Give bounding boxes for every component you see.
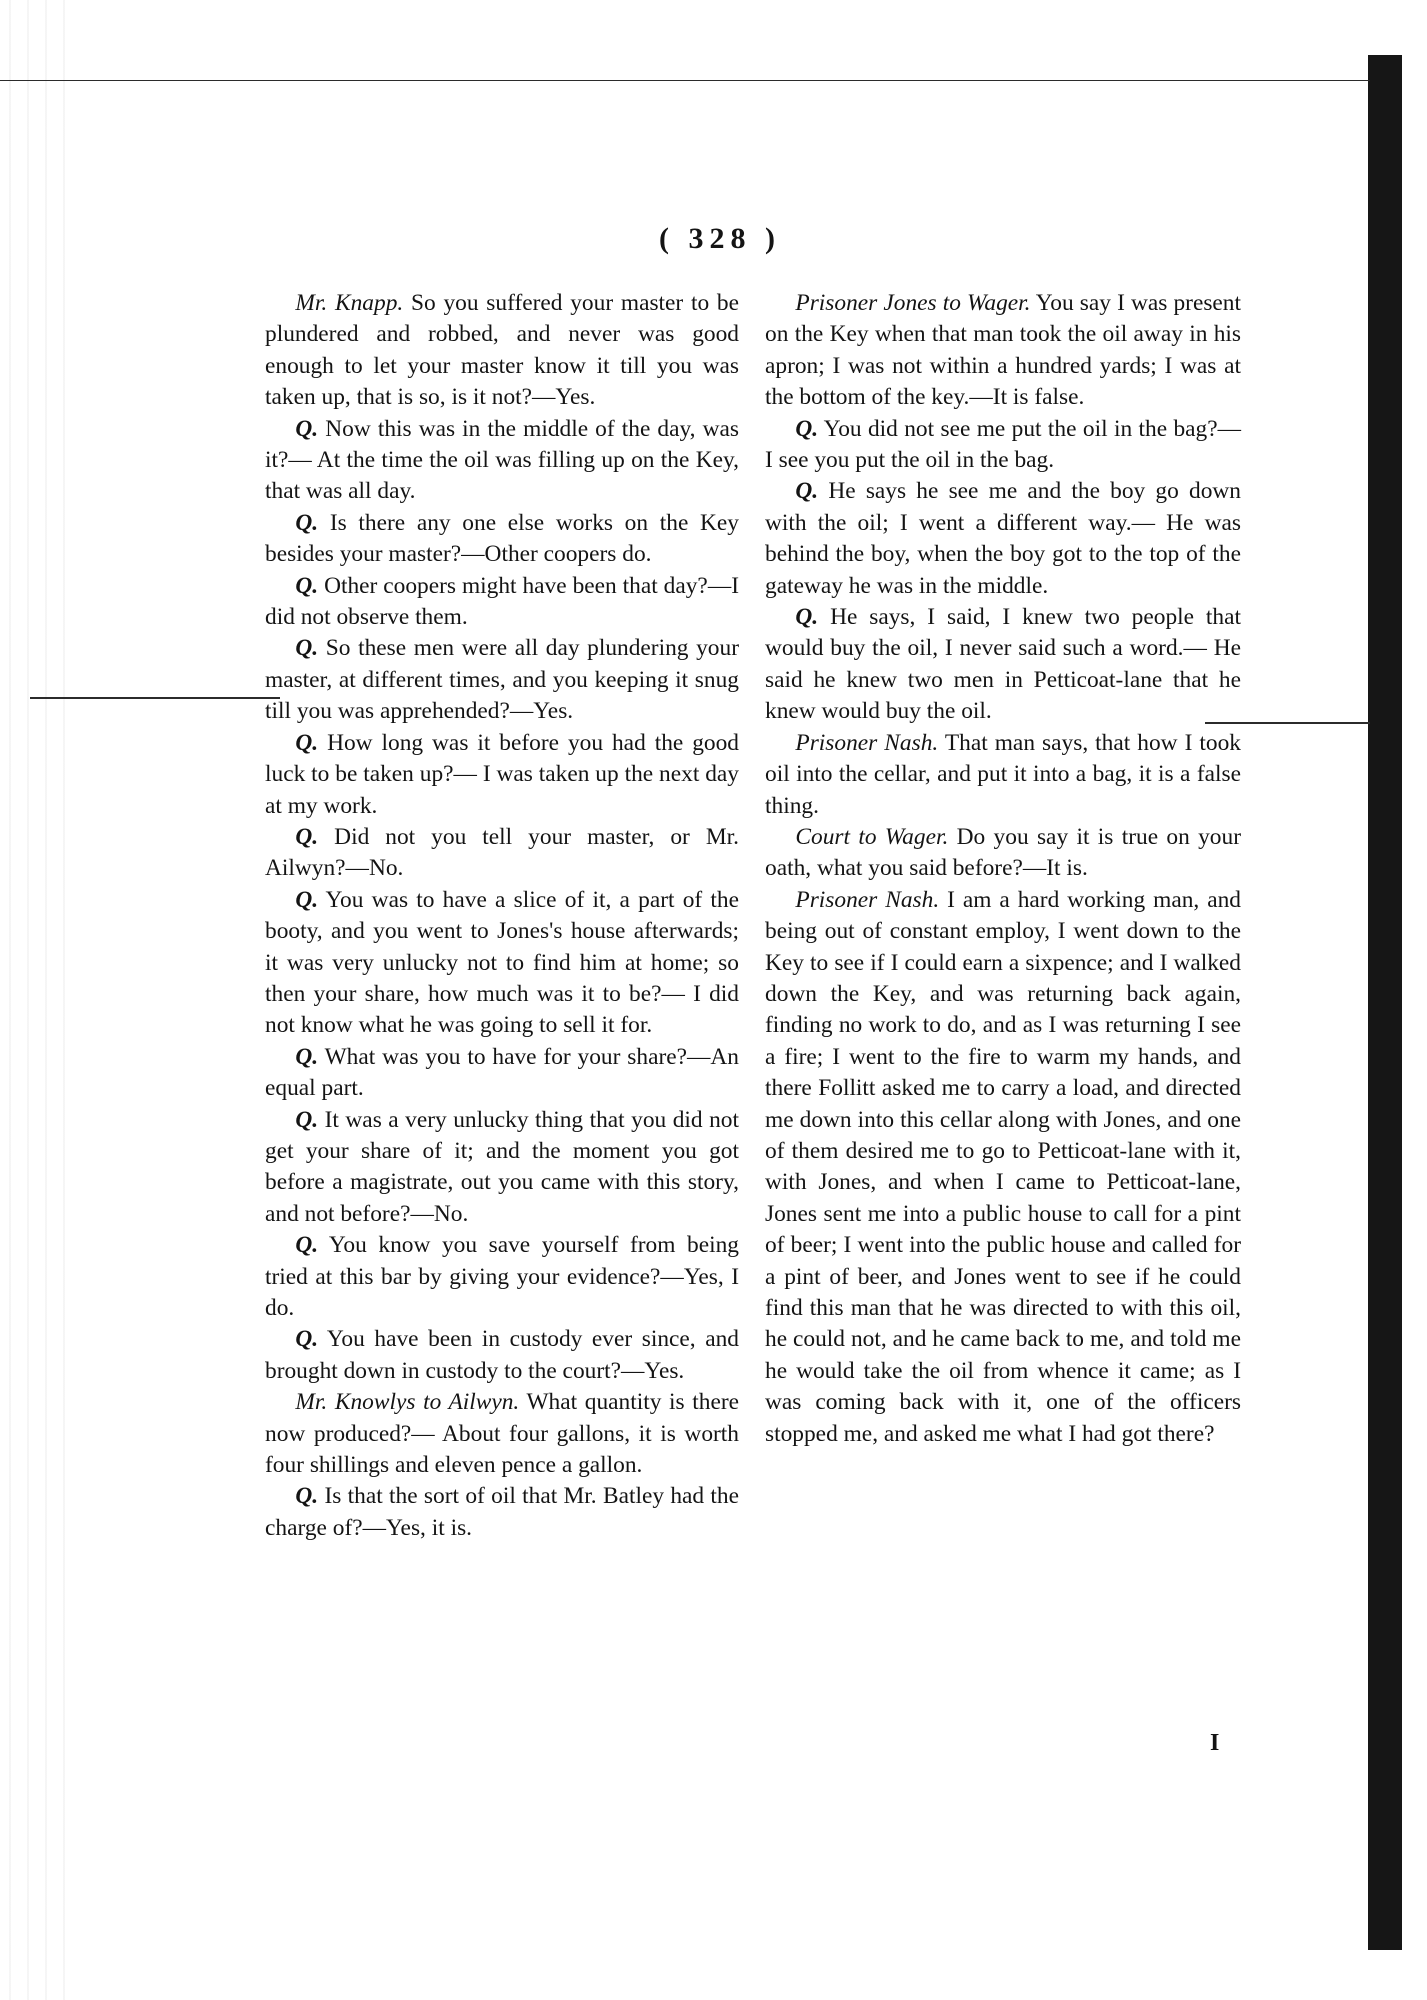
testimony-text: Did not you tell your master, or Mr. Ailwyn?—No. xyxy=(265,823,739,882)
testimony-paragraph xyxy=(765,414,1241,477)
testimony-paragraph xyxy=(265,1387,739,1481)
testimony-text: Is there any one else works on the Key besides your master?—Other coopers do. xyxy=(265,509,739,568)
speaker-label: Court to Wager. xyxy=(795,823,949,850)
scan-margin-left xyxy=(0,0,80,2000)
testimony-paragraph xyxy=(265,728,739,822)
speaker-label: Q. xyxy=(295,729,319,756)
testimony-text: Other coopers might have been that day?—I did not observe them. xyxy=(265,572,739,631)
testimony-paragraph xyxy=(265,288,739,414)
speaker-label: Q. xyxy=(795,478,819,505)
speaker-label: Q. xyxy=(795,415,819,442)
scan-rule-top xyxy=(0,80,1370,81)
testimony-paragraph xyxy=(765,822,1241,885)
left-column xyxy=(265,288,739,1544)
testimony-text: Do you say it is true on your oath, what you said before?—It is. xyxy=(765,823,1241,882)
testimony-text: It was a very unlucky thing that you did not get your share of it; and the moment you got before a magistrate, out you came with this story, and not before?—No. xyxy=(265,1106,739,1227)
speaker-label: Q. xyxy=(795,604,819,631)
speaker-label: Mr. Knowlys to Ailwyn. xyxy=(295,1389,520,1416)
speaker-label: Prisoner Nash. xyxy=(795,886,940,913)
testimony-text: How long was it before you had the good luck to be taken up?— I was taken up the next day at my work. xyxy=(265,729,739,819)
testimony-paragraph xyxy=(265,822,739,885)
testimony-paragraph xyxy=(265,1230,739,1324)
catchword: I xyxy=(1210,1730,1220,1756)
speaker-label: Q. xyxy=(295,823,319,850)
page-number: ( 328 ) xyxy=(659,222,781,255)
speaker-label: Prisoner Nash. xyxy=(795,729,939,756)
speaker-label: Q. xyxy=(295,635,319,662)
testimony-text: Is that the sort of oil that Mr. Batley had the charge of?—Yes, it is. xyxy=(265,1483,739,1541)
speaker-label: Q. xyxy=(295,572,319,599)
testimony-text: Now this was in the middle of the day, was it?— At the time the oil was filling up on the Key, that was all day. xyxy=(265,415,739,505)
testimony-paragraph xyxy=(265,571,739,634)
testimony-paragraph xyxy=(265,508,739,571)
testimony-paragraph xyxy=(265,414,739,508)
testimony-paragraph xyxy=(265,1481,739,1544)
testimony-paragraph xyxy=(765,288,1241,414)
testimony-paragraph xyxy=(265,1042,739,1105)
speaker-label: Q. xyxy=(295,415,319,442)
speaker-label: Q. xyxy=(295,1232,319,1259)
right-column xyxy=(765,288,1241,1450)
testimony-paragraph xyxy=(265,633,739,727)
speaker-label: Q. xyxy=(295,886,319,913)
speaker-label: Q. xyxy=(295,1106,319,1133)
testimony-paragraph xyxy=(765,728,1241,822)
scan-binding-edge xyxy=(1368,55,1402,1950)
testimony-paragraph xyxy=(765,602,1241,728)
testimony-text: So you suffered your master to be plundered and robbed, and never was good enough to let your master know it till you was taken up, that is so, is it not?—Yes. xyxy=(265,290,739,411)
speaker-label: Q. xyxy=(295,1326,319,1353)
testimony-text: You say I was present on the Key when that man took the oil away in his apron; I was not within a hundred yards; I was at the bottom of the key.—It is false. xyxy=(765,290,1242,411)
speaker-label: Prisoner Jones to Wager. xyxy=(795,290,1031,316)
speaker-label: Q. xyxy=(295,1043,319,1070)
testimony-paragraph xyxy=(265,1324,739,1387)
testimony-paragraph xyxy=(265,1105,739,1231)
testimony-text: You did not see me put the oil in the bag?— I see you put the oil in the bag. xyxy=(765,415,1241,474)
testimony-text: What quantity is there now produced?— About four gallons, it is worth four shillings and eleven pence a gallon. xyxy=(265,1389,739,1479)
testimony-text: You have been in custody ever since, and brought down in custody to the court?—Yes. xyxy=(265,1326,739,1384)
testimony-text: So these men were all day plundering your master, at different times, and you keeping it snug till you was apprehended?—Yes. xyxy=(265,635,739,725)
speaker-label: Mr. Knapp. xyxy=(295,290,404,316)
testimony-text: What was you to have for your share?—An equal part. xyxy=(265,1043,739,1102)
testimony-paragraph xyxy=(765,476,1241,602)
testimony-paragraph xyxy=(765,885,1241,1450)
speaker-label: Q. xyxy=(295,1483,319,1510)
testimony-text: He says, I said, I knew two people that would buy the oil, I never said such a word.— He said he knew two men in Petticoat-lane that he knew would buy the oil. xyxy=(765,604,1241,725)
testimony-text: He says he see me and the boy go down with the oil; I went a different way.— He was behind the boy, when the boy got to the top of the gateway he was in the middle. xyxy=(765,478,1241,599)
testimony-text: That man says, that how I took oil into the cellar, and put it into a bag, it is a false thing. xyxy=(765,729,1241,819)
testimony-paragraph xyxy=(265,885,739,1042)
testimony-text: I am a hard working man, and being out of constant employ, I went down to the Key to see if I could earn a sixpence; and I walked down the Key, and was returning back again, finding no work to do, and as I was returning I see a fire; I went to the fire to warm my hands, and there Follitt asked me to carry a load, and directed me down into this cellar along with Jones, and one of them desired me to go to Petticoat-lane with it, with Jones, and when I came to Petticoat-lane, Jones sent me into a public house to call for a pint of beer; I went into the public house and called for a pint of beer, and Jones went to see if he could find this man that he was directed to with this oil, he could not, and he came back to me, and told me he would take the oil from whence it came; as I was coming back with it, one of the officers stopped me, and asked me what I had got there? xyxy=(765,886,1241,1447)
testimony-text: You was to have a slice of it, a part of the booty, and you went to Jones's house afterwards; it was very unlucky not to find him at home; so then your share, how much was it to be?— I did not know what he was going to sell it for. xyxy=(265,886,739,1039)
speaker-label: Q. xyxy=(295,509,319,536)
scan-rule-left xyxy=(30,697,280,699)
testimony-text: You know you save yourself from being tried at this bar by giving your evidence?—Yes, I do. xyxy=(265,1232,739,1321)
